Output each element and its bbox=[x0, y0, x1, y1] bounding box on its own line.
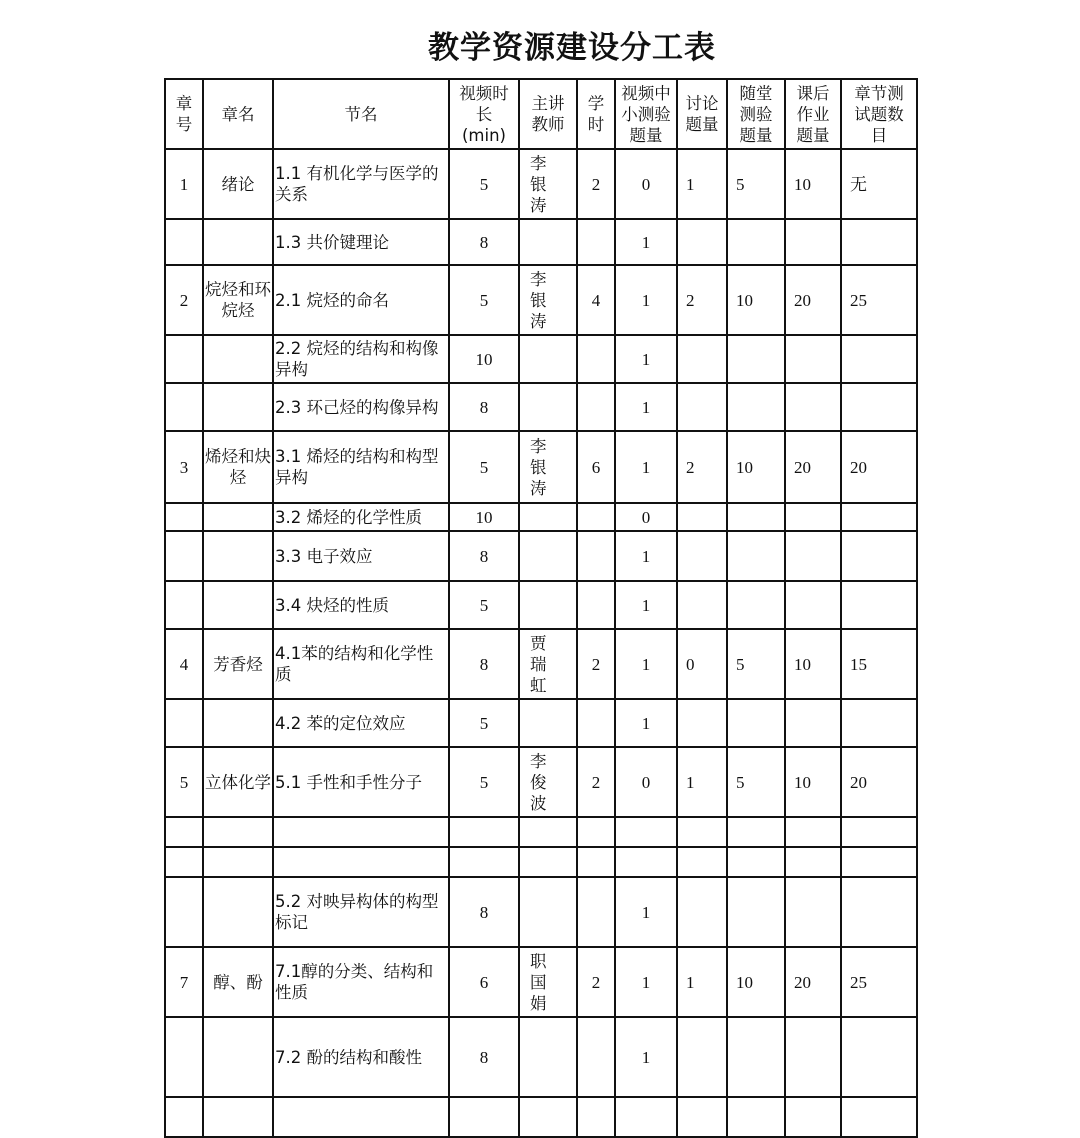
cell-class-quiz bbox=[727, 847, 785, 877]
teacher-name-char: 银 bbox=[530, 174, 547, 194]
cell-chapter-no bbox=[165, 1097, 203, 1137]
table-row bbox=[165, 699, 917, 747]
teacher-name-char: 贾 bbox=[530, 633, 547, 653]
cell-teacher bbox=[519, 817, 577, 847]
cell-in-video-quiz: 1 bbox=[615, 383, 677, 431]
cell-video-length: 8 bbox=[449, 383, 519, 431]
cell-homework bbox=[785, 503, 841, 531]
cell-chapter-name: 烯烃和炔烃 bbox=[203, 431, 273, 503]
cell-discussion bbox=[677, 581, 727, 629]
teacher-name-char: 俊 bbox=[530, 772, 547, 792]
cell-in-video-quiz: 0 bbox=[615, 503, 677, 531]
header-chapter-name: 章名 bbox=[203, 79, 273, 149]
cell-hours bbox=[577, 219, 615, 265]
cell-homework bbox=[785, 581, 841, 629]
cell-chapter-name: 绪论 bbox=[203, 149, 273, 219]
cell-discussion bbox=[677, 383, 727, 431]
header-chapter-test: 章节测试题数目 bbox=[841, 79, 917, 149]
teacher-name-char: 国 bbox=[530, 972, 547, 992]
cell-homework bbox=[785, 877, 841, 947]
cell-homework: 10 bbox=[785, 747, 841, 817]
cell-chapter-name bbox=[203, 699, 273, 747]
cell-section-name: 5.1 手性和手性分子 bbox=[273, 747, 449, 817]
cell-chapter-test bbox=[841, 335, 917, 383]
cell-section-name: 4.1苯的结构和化学性质 bbox=[273, 629, 449, 699]
cell-homework: 20 bbox=[785, 947, 841, 1017]
cell-section-name: 2.2 烷烃的结构和构像异构 bbox=[273, 335, 449, 383]
cell-discussion bbox=[677, 877, 727, 947]
cell-class-quiz bbox=[727, 219, 785, 265]
cell-in-video-quiz: 1 bbox=[615, 219, 677, 265]
cell-discussion: 0 bbox=[677, 629, 727, 699]
cell-in-video-quiz: 0 bbox=[615, 747, 677, 817]
cell-chapter-name: 立体化学 bbox=[203, 747, 273, 817]
table-row bbox=[165, 847, 917, 877]
cell-chapter-test bbox=[841, 531, 917, 581]
cell-class-quiz: 10 bbox=[727, 265, 785, 335]
cell-section-name: 7.2 酚的结构和酸性 bbox=[273, 1017, 449, 1097]
teacher-name-char: 涛 bbox=[530, 311, 547, 331]
cell-chapter-no: 7 bbox=[165, 947, 203, 1017]
cell-video-length bbox=[449, 1097, 519, 1137]
cell-discussion bbox=[677, 219, 727, 265]
cell-section-name: 2.1 烷烃的命名 bbox=[273, 265, 449, 335]
teacher-name-char: 李 bbox=[530, 153, 547, 173]
cell-chapter-test: 15 bbox=[841, 629, 917, 699]
teacher-name-char: 涛 bbox=[530, 195, 547, 215]
cell-teacher bbox=[519, 335, 577, 383]
cell-class-quiz bbox=[727, 383, 785, 431]
cell-hours bbox=[577, 531, 615, 581]
cell-chapter-name bbox=[203, 531, 273, 581]
table-row bbox=[165, 335, 917, 383]
cell-homework bbox=[785, 817, 841, 847]
cell-in-video-quiz bbox=[615, 817, 677, 847]
document-title: 教学资源建设分工表 bbox=[428, 30, 716, 66]
cell-homework: 20 bbox=[785, 431, 841, 503]
cell-chapter-name bbox=[203, 1017, 273, 1097]
cell-video-length: 8 bbox=[449, 531, 519, 581]
cell-chapter-no bbox=[165, 1017, 203, 1097]
cell-chapter-no bbox=[165, 847, 203, 877]
cell-chapter-name bbox=[203, 847, 273, 877]
cell-teacher bbox=[519, 531, 577, 581]
cell-in-video-quiz: 1 bbox=[615, 629, 677, 699]
cell-homework: 20 bbox=[785, 265, 841, 335]
header-discussion: 讨论题量 bbox=[677, 79, 727, 149]
cell-video-length: 5 bbox=[449, 747, 519, 817]
cell-homework bbox=[785, 699, 841, 747]
cell-chapter-test bbox=[841, 503, 917, 531]
cell-section-name: 3.2 烯烃的化学性质 bbox=[273, 503, 449, 531]
cell-class-quiz: 10 bbox=[727, 947, 785, 1017]
cell-homework bbox=[785, 335, 841, 383]
cell-chapter-test: 无 bbox=[841, 149, 917, 219]
cell-video-length: 5 bbox=[449, 699, 519, 747]
cell-chapter-test bbox=[841, 1097, 917, 1137]
cell-hours: 2 bbox=[577, 149, 615, 219]
cell-teacher bbox=[519, 847, 577, 877]
cell-chapter-test: 20 bbox=[841, 431, 917, 503]
cell-discussion bbox=[677, 1097, 727, 1137]
header-section-name: 节名 bbox=[273, 79, 449, 149]
cell-video-length: 8 bbox=[449, 1017, 519, 1097]
cell-section-name: 4.2 苯的定位效应 bbox=[273, 699, 449, 747]
cell-section-name: 3.3 电子效应 bbox=[273, 531, 449, 581]
teacher-name-char: 李 bbox=[530, 269, 547, 289]
cell-video-length: 5 bbox=[449, 431, 519, 503]
table-row bbox=[165, 503, 917, 531]
cell-teacher bbox=[519, 629, 577, 699]
cell-in-video-quiz: 1 bbox=[615, 531, 677, 581]
table-row bbox=[165, 581, 917, 629]
cell-hours bbox=[577, 1017, 615, 1097]
cell-in-video-quiz: 1 bbox=[615, 581, 677, 629]
cell-chapter-name bbox=[203, 1097, 273, 1137]
cell-teacher bbox=[519, 219, 577, 265]
cell-class-quiz bbox=[727, 531, 785, 581]
cell-video-length: 10 bbox=[449, 335, 519, 383]
cell-chapter-name bbox=[203, 335, 273, 383]
cell-in-video-quiz: 1 bbox=[615, 265, 677, 335]
cell-chapter-test bbox=[841, 383, 917, 431]
teacher-name-char: 李 bbox=[530, 751, 547, 771]
table-row bbox=[165, 431, 917, 503]
cell-chapter-test: 25 bbox=[841, 947, 917, 1017]
cell-teacher bbox=[519, 747, 577, 817]
cell-chapter-no: 2 bbox=[165, 265, 203, 335]
cell-discussion bbox=[677, 503, 727, 531]
cell-discussion bbox=[677, 817, 727, 847]
cell-in-video-quiz: 1 bbox=[615, 699, 677, 747]
cell-class-quiz: 5 bbox=[727, 747, 785, 817]
cell-section-name bbox=[273, 847, 449, 877]
cell-chapter-no: 5 bbox=[165, 747, 203, 817]
cell-chapter-test bbox=[841, 219, 917, 265]
teacher-name-char: 波 bbox=[530, 793, 547, 813]
cell-video-length: 10 bbox=[449, 503, 519, 531]
cell-teacher bbox=[519, 947, 577, 1017]
cell-section-name: 3.4 炔烃的性质 bbox=[273, 581, 449, 629]
cell-discussion: 1 bbox=[677, 947, 727, 1017]
cell-chapter-name bbox=[203, 877, 273, 947]
cell-class-quiz bbox=[727, 817, 785, 847]
cell-chapter-no bbox=[165, 581, 203, 629]
cell-video-length bbox=[449, 817, 519, 847]
cell-discussion: 1 bbox=[677, 747, 727, 817]
cell-video-length: 8 bbox=[449, 219, 519, 265]
cell-class-quiz: 10 bbox=[727, 431, 785, 503]
cell-hours bbox=[577, 877, 615, 947]
cell-hours bbox=[577, 383, 615, 431]
table-row bbox=[165, 629, 917, 699]
cell-video-length: 5 bbox=[449, 581, 519, 629]
cell-hours bbox=[577, 1097, 615, 1137]
cell-chapter-test bbox=[841, 699, 917, 747]
header-in-video-quiz: 视频中小测验题量 bbox=[615, 79, 677, 149]
cell-chapter-test bbox=[841, 817, 917, 847]
cell-in-video-quiz bbox=[615, 1097, 677, 1137]
teacher-name-char: 瑞 bbox=[530, 654, 547, 674]
cell-class-quiz bbox=[727, 335, 785, 383]
cell-teacher bbox=[519, 503, 577, 531]
cell-homework bbox=[785, 219, 841, 265]
cell-chapter-name bbox=[203, 817, 273, 847]
table-row bbox=[165, 149, 917, 219]
cell-discussion bbox=[677, 1017, 727, 1097]
cell-in-video-quiz: 1 bbox=[615, 947, 677, 1017]
cell-section-name: 2.3 环己烃的构像异构 bbox=[273, 383, 449, 431]
cell-teacher bbox=[519, 1097, 577, 1137]
teacher-name-char: 李 bbox=[530, 436, 547, 456]
cell-class-quiz bbox=[727, 1097, 785, 1137]
cell-teacher bbox=[519, 1017, 577, 1097]
cell-hours bbox=[577, 847, 615, 877]
cell-class-quiz bbox=[727, 1017, 785, 1097]
cell-chapter-no bbox=[165, 503, 203, 531]
table-row bbox=[165, 817, 917, 847]
table-row bbox=[165, 531, 917, 581]
cell-video-length: 6 bbox=[449, 947, 519, 1017]
teacher-name-char: 涛 bbox=[530, 478, 547, 498]
cell-homework: 10 bbox=[785, 149, 841, 219]
header-video-length: 视频时长(min) bbox=[449, 79, 519, 149]
cell-discussion: 1 bbox=[677, 149, 727, 219]
teacher-name-char: 虹 bbox=[530, 675, 547, 695]
cell-chapter-no bbox=[165, 383, 203, 431]
cell-class-quiz: 5 bbox=[727, 149, 785, 219]
cell-discussion bbox=[677, 847, 727, 877]
table-row bbox=[165, 1017, 917, 1097]
cell-homework bbox=[785, 1097, 841, 1137]
cell-discussion bbox=[677, 531, 727, 581]
header-class-quiz: 随堂测验题量 bbox=[727, 79, 785, 149]
cell-hours: 2 bbox=[577, 947, 615, 1017]
cell-teacher bbox=[519, 149, 577, 219]
cell-chapter-name: 醇、酚 bbox=[203, 947, 273, 1017]
cell-video-length: 5 bbox=[449, 149, 519, 219]
table-row bbox=[165, 747, 917, 817]
cell-chapter-name: 芳香烃 bbox=[203, 629, 273, 699]
header-homework: 课后作业题量 bbox=[785, 79, 841, 149]
cell-chapter-no bbox=[165, 219, 203, 265]
cell-chapter-name bbox=[203, 383, 273, 431]
cell-homework bbox=[785, 531, 841, 581]
cell-hours bbox=[577, 699, 615, 747]
cell-hours: 4 bbox=[577, 265, 615, 335]
cell-video-length: 8 bbox=[449, 629, 519, 699]
cell-discussion bbox=[677, 335, 727, 383]
cell-teacher bbox=[519, 431, 577, 503]
cell-chapter-test bbox=[841, 1017, 917, 1097]
cell-section-name: 1.3 共价键理论 bbox=[273, 219, 449, 265]
cell-chapter-name bbox=[203, 581, 273, 629]
cell-in-video-quiz bbox=[615, 847, 677, 877]
table-row bbox=[165, 383, 917, 431]
table-row bbox=[165, 1097, 917, 1137]
cell-chapter-no bbox=[165, 699, 203, 747]
cell-homework bbox=[785, 383, 841, 431]
cell-teacher bbox=[519, 383, 577, 431]
cell-chapter-no: 1 bbox=[165, 149, 203, 219]
header-row bbox=[165, 79, 917, 149]
cell-class-quiz bbox=[727, 581, 785, 629]
cell-chapter-name bbox=[203, 503, 273, 531]
cell-discussion bbox=[677, 699, 727, 747]
cell-chapter-no: 4 bbox=[165, 629, 203, 699]
cell-teacher bbox=[519, 877, 577, 947]
cell-hours bbox=[577, 817, 615, 847]
teacher-name-char: 娟 bbox=[530, 993, 547, 1013]
cell-chapter-no bbox=[165, 877, 203, 947]
cell-chapter-test: 25 bbox=[841, 265, 917, 335]
table-row bbox=[165, 947, 917, 1017]
cell-homework bbox=[785, 847, 841, 877]
teacher-name-char: 职 bbox=[530, 951, 547, 971]
cell-section-name: 1.1 有机化学与医学的关系 bbox=[273, 149, 449, 219]
cell-hours: 2 bbox=[577, 747, 615, 817]
cell-hours bbox=[577, 503, 615, 531]
cell-video-length: 5 bbox=[449, 265, 519, 335]
cell-section-name: 7.1醇的分类、结构和性质 bbox=[273, 947, 449, 1017]
cell-chapter-name: 烷烃和环烷烃 bbox=[203, 265, 273, 335]
cell-homework: 10 bbox=[785, 629, 841, 699]
teacher-name-char: 银 bbox=[530, 457, 547, 477]
cell-in-video-quiz: 1 bbox=[615, 877, 677, 947]
cell-discussion: 2 bbox=[677, 265, 727, 335]
cell-class-quiz bbox=[727, 699, 785, 747]
cell-section-name bbox=[273, 817, 449, 847]
cell-chapter-no: 3 bbox=[165, 431, 203, 503]
cell-section-name bbox=[273, 1097, 449, 1137]
table-row bbox=[165, 877, 917, 947]
cell-in-video-quiz: 1 bbox=[615, 431, 677, 503]
cell-chapter-test bbox=[841, 581, 917, 629]
cell-teacher bbox=[519, 699, 577, 747]
cell-in-video-quiz: 0 bbox=[615, 149, 677, 219]
cell-chapter-no bbox=[165, 335, 203, 383]
cell-class-quiz bbox=[727, 503, 785, 531]
cell-video-length bbox=[449, 847, 519, 877]
cell-chapter-no bbox=[165, 817, 203, 847]
cell-section-name: 3.1 烯烃的结构和构型异构 bbox=[273, 431, 449, 503]
cell-in-video-quiz: 1 bbox=[615, 1017, 677, 1097]
cell-video-length: 8 bbox=[449, 877, 519, 947]
cell-class-quiz: 5 bbox=[727, 629, 785, 699]
assignment-table bbox=[164, 78, 918, 1138]
cell-discussion: 2 bbox=[677, 431, 727, 503]
cell-teacher bbox=[519, 265, 577, 335]
cell-homework bbox=[785, 1017, 841, 1097]
cell-hours bbox=[577, 335, 615, 383]
cell-chapter-no bbox=[165, 531, 203, 581]
cell-hours bbox=[577, 581, 615, 629]
cell-teacher bbox=[519, 581, 577, 629]
table-row bbox=[165, 219, 917, 265]
header-teacher: 主讲教师 bbox=[519, 79, 577, 149]
cell-class-quiz bbox=[727, 877, 785, 947]
cell-in-video-quiz: 1 bbox=[615, 335, 677, 383]
cell-section-name: 5.2 对映异构体的构型标记 bbox=[273, 877, 449, 947]
header-hours: 学时 bbox=[577, 79, 615, 149]
cell-chapter-name bbox=[203, 219, 273, 265]
cell-hours: 2 bbox=[577, 629, 615, 699]
cell-chapter-test bbox=[841, 847, 917, 877]
teacher-name-char: 银 bbox=[530, 290, 547, 310]
header-chapter-no: 章号 bbox=[165, 79, 203, 149]
cell-chapter-test bbox=[841, 877, 917, 947]
cell-hours: 6 bbox=[577, 431, 615, 503]
table-row bbox=[165, 265, 917, 335]
cell-chapter-test: 20 bbox=[841, 747, 917, 817]
